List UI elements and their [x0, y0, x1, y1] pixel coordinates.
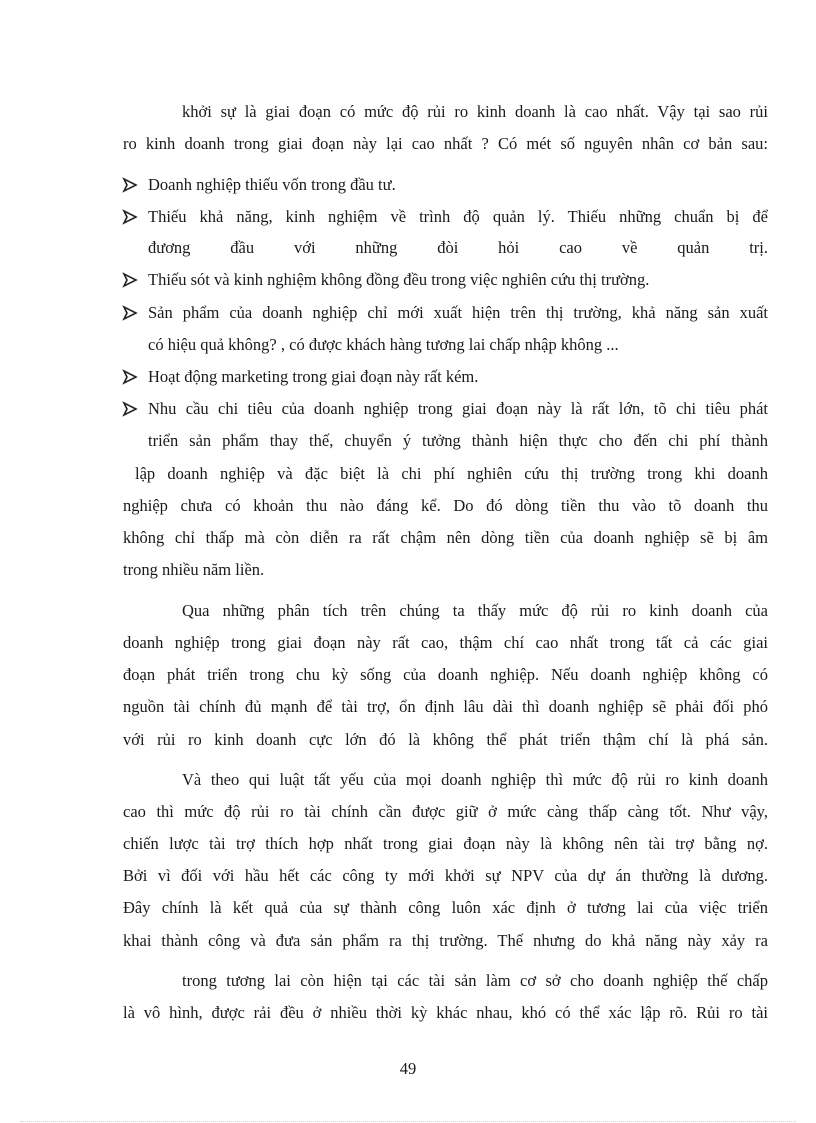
body-line: khởi sự là giai đoạn có mức độ rủi ro kinh doanh là cao nhất. Vậy tại sao rủi — [182, 102, 768, 121]
page-number: 49 — [399, 1059, 417, 1078]
footer-divider — [20, 1121, 796, 1122]
body-line: là vô hình, được rải đều ở nhiều thời kỳ khác nhau, khó có thể xác lập rõ. Rủi ro tài — [123, 1003, 768, 1022]
bullet-arrow-icon — [121, 367, 139, 387]
bullet-arrow-icon — [121, 207, 139, 227]
bullet-arrow-icon — [121, 303, 139, 323]
bullet-text: Thiếu khả năng, kinh nghiệm về trình độ quản lý. Thiếu những chuẩn bị để — [148, 207, 768, 226]
body-line: khai thành công và đưa sản phẩm ra thị trường. Thế nhưng do khả năng này xảy ra — [123, 931, 768, 950]
bullet-text: trong nhiều năm liền. — [123, 560, 265, 579]
body-line: chiến lược tài trợ thích hợp nhất trong giai đoạn này là không nên tài trợ bằng nợ. — [123, 834, 768, 853]
bullet-arrow-icon — [121, 399, 139, 419]
bullet-arrow-icon — [121, 270, 139, 290]
bullet-arrow-icon — [121, 175, 139, 195]
bullet-text: không chỉ thấp mà còn diễn ra rất chậm nên dòng tiền của doanh nghiệp sẽ bị âm — [123, 528, 768, 547]
bullet-text: Nhu cầu chi tiêu của doanh nghiệp trong giai đoạn này là rất lớn, tõ chi tiêu phát — [148, 399, 768, 418]
bullet-text: triển sản phẩm thay thế, chuyển ý tưởng thành hiện thực cho đến chi phí thành — [148, 431, 768, 450]
bullet-text: lập doanh nghiệp và đặc biệt là chi phí nghiên cứu thị trường trong khi doanh — [135, 464, 768, 483]
bullet-text: có hiệu quả không? , có được khách hàng tương lai chấp nhập không ... — [148, 335, 619, 354]
body-line: ro kinh doanh trong giai đoạn này lại cao nhất ? Có mét số nguyên nhân cơ bản sau: — [123, 134, 768, 153]
body-line: doanh nghiệp trong giai đoạn này rất cao, thậm chí cao nhất trong tất cả các giai — [123, 633, 768, 652]
bullet-text: Sản phẩm của doanh nghiệp chỉ mới xuất hiện trên thị trường, khả năng sản xuất — [148, 303, 768, 322]
body-line: đoạn phát triển trong chu kỳ sống của doanh nghiệp. Nếu doanh nghiệp không có — [123, 665, 768, 684]
body-line: Bởi vì đối với hầu hết các công ty mới khởi sự NPV của dự án thường là dương. — [123, 866, 768, 885]
body-line: Qua những phân tích trên chúng ta thấy mức độ rủi ro kinh doanh của — [182, 601, 768, 620]
body-line: Và theo qui luật tất yếu của mọi doanh nghiệp thì mức độ rủi ro kinh doanh — [182, 770, 768, 789]
bullet-text: đương đầu với những đòi hỏi cao về quản trị. — [148, 238, 768, 257]
bullet-text: Thiếu sót và kinh nghiệm không đồng đều trong việc nghiên cứu thị trường. — [148, 270, 650, 289]
bullet-text: nghiệp chưa có khoản thu nào đáng kể. Do đó dòng tiền thu vào tõ doanh thu — [123, 496, 768, 515]
body-line: với rủi ro kinh doanh cực lớn đó là không thể phát triển thậm chí là phá sản. — [123, 730, 768, 749]
bullet-text: Doanh nghiệp thiếu vốn trong đầu tư. — [148, 175, 396, 194]
bullet-text: Hoạt động marketing trong giai đoạn này rất kém. — [148, 367, 479, 386]
body-line: trong tương lai còn hiện tại các tài sản làm cơ sở cho doanh nghiệp thế chấp — [182, 971, 768, 990]
body-line: cao thì mức độ rủi ro tài chính cần được giữ ở mức càng thấp càng tốt. Như vậy, — [123, 802, 768, 821]
body-line: Đây chính là kết quả của sự thành công luôn xác định ở tương lai của việc triển — [123, 898, 768, 917]
body-line: nguồn tài chính đủ mạnh để tài trợ, ổn định lâu dài thì doanh nghiệp sẽ phải đối phó — [123, 697, 768, 716]
